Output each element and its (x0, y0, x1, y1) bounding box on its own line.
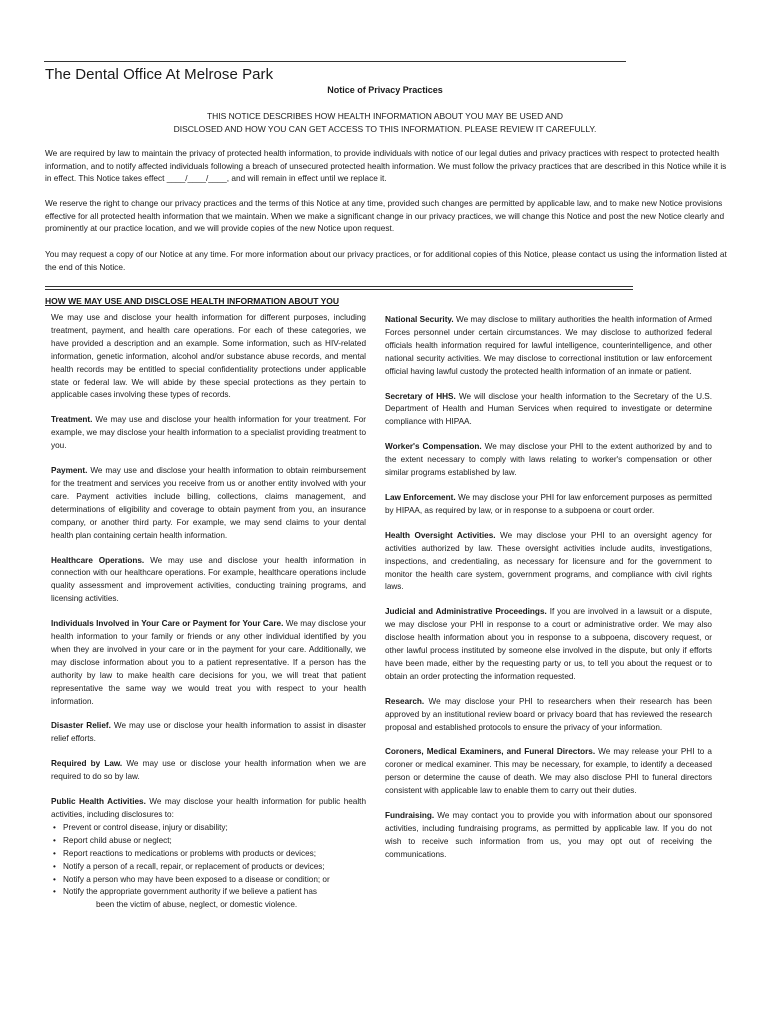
operations-text: We may use and disclose your health information in connection with our healthcare operations. For example, healthcare operations include quality assessment and improvement activities, conducting training programs, and licensing activities. (51, 555, 367, 604)
individuals-heading: Individuals Involved in Your Care or Payment for Your Care. (51, 619, 284, 629)
fundraising-text: We may contact you to provide you with information about our sponsored activities, including fundraising programs, as permitted by applicable law. If you do not wish to receive such information from us, you may opt out of receiving the communications. (385, 811, 712, 859)
hhs-text: We will disclose your health information to the Secretary of the U.S. Department of Health and Human Services when required to investigate or determine compliance with HIPAA. (385, 391, 713, 427)
oversight-heading: Health Oversight Activities. (385, 530, 496, 540)
disaster-paragraph (51, 720, 366, 746)
disaster-text: We may use or disclose your health information to assist in disaster relief efforts. (51, 721, 366, 744)
required-heading: Required by Law. (51, 759, 123, 769)
workers-comp-paragraph (385, 441, 712, 480)
research-heading: Research. (385, 696, 425, 706)
judicial-paragraph (385, 606, 712, 683)
list-item-text: Notify the appropriate government authority if we believe a patient has (63, 887, 317, 897)
coroners-paragraph (385, 746, 712, 798)
notice-title: Notice of Privacy Practices (327, 85, 443, 95)
research-paragraph (385, 696, 712, 735)
intro-paragraph-2: We reserve the right to change our privacy practices and the terms of this Notice at any time, provided such changes are permitted by applicable law, and to make new Notice provisions effective for all protected health information that we maintain. When we make a significant change in our privacy practices, we will change this Notice and post the new Notice clearly and prominently at our practice location, and we will provide copies of the new Notice upon request. (45, 198, 725, 233)
coroners-heading: Coroners, Medical Examiners, and Funeral Directors. (385, 747, 596, 757)
list-item-continuation: been the victim of abuse, neglect, or domestic violence. (96, 900, 298, 910)
banner-line-1: THIS NOTICE DESCRIBES HOW HEALTH INFORMATION ABOUT YOU MAY BE USED AND (206, 111, 564, 121)
payment-text: We may use and disclose your health information to obtain reimbursement for the treatment and services you receive from us or another entity involved with your care. Payment activities include billing, collections, claims management, and determinations of eligibility and coverage to obtain payment from you, an insurance company, or another third party. For example, we may send claims to your dental health plan containing certain health information. (51, 466, 366, 540)
national-security-paragraph (385, 314, 712, 379)
disaster-heading: Disaster Relief. (51, 721, 111, 731)
law-enforcement-paragraph (385, 492, 712, 518)
treatment-text: We may use and disclose your health information for your treatment. For example, we may disclose your health information to a specialist providing treatment to you. (51, 415, 366, 451)
judicial-text: If you are involved in a lawsuit or a dispute, we may disclose your PHI in response to a court or administrative order. We may also disclose health information about you in response to a subpoena, discovery request, or other lawful process instituted by someone else involved in the dispute, but only if efforts have been made, either by the requesting party or us, to tell you about the request or to obtain an order protecting the information requested. (385, 607, 712, 681)
oversight-text: We may disclose your PHI to an oversight agency for activities authorized by law. These oversight activities include audits, investigations, inspections, and credentialing, as necessary for licensure and for the government to monitor the health care system, government programs, and compliance with civil rights laws. (385, 530, 712, 592)
payment-heading: Payment. (51, 466, 88, 476)
required-text: We may use or disclose your health information when we are required to do so by law. (51, 759, 367, 782)
public-health-text: We may disclose your health information for public health activities, including disclosures to: (51, 797, 366, 819)
notice-banner (40, 110, 730, 136)
fundraising-paragraph (385, 810, 712, 862)
list-item: • Notify a person of a recall, repair, or replacement of products or devices; (51, 861, 366, 874)
public-health-heading: Public Health Activities. (51, 797, 146, 807)
workers-comp-text: We may disclose your PHI to the extent authorized by and to the extent necessary to comply with laws relating to worker's compensation or other similar programs established by law. (385, 442, 712, 478)
workers-comp-heading: Worker's Compensation. (385, 442, 482, 452)
coroners-text: We may release your PHI to a coroner or medical examiner. This may be necessary, for example, to identify a deceased person or determine the cause of death. We may also disclose PHI to funeral directors consistent with applicable law to enable them to carry out their duties. (385, 747, 712, 796)
public-health-paragraph (51, 796, 366, 822)
individuals-text: We may disclose your health information to your family or friends or any other individual identified by you when they are involved in your care or in the payment for your care. Additionally, we may disclose information about you to a patient representative. If a person has the authority by law to make health care decisions for you, we will treat that patient representative the same way we would treat you with respect to your health information. (51, 619, 366, 706)
public-health-list (51, 822, 366, 912)
left-column (51, 312, 366, 912)
national-security-heading: National Security. (385, 315, 454, 324)
individuals-paragraph (51, 618, 366, 708)
uses-overview: We may use and disclose your health information for different purposes, including treatment, payment, and health care operations. For each of these categories, we have provided a description and an example. Some information, such as HIV-related information, genetic information, alcohol and/or substance abuse records, and mental health records may be entitled to special confidentiality protections under applicable state or federal law. We will abide by these special protections as they pertain to applicable cases involving these types of records. (51, 313, 366, 400)
operations-heading: Healthcare Operations. (51, 555, 145, 565)
right-column (385, 314, 712, 874)
header-rule (44, 61, 626, 62)
judicial-heading: Judicial and Administrative Proceedings. (385, 607, 547, 617)
section-heading: HOW WE MAY USE AND DISCLOSE HEALTH INFORMATION ABOUT YOU (45, 296, 340, 306)
payment-paragraph (51, 465, 366, 542)
hhs-heading: Secretary of HHS. (385, 391, 456, 401)
required-paragraph (51, 758, 366, 784)
fundraising-heading: Fundraising. (385, 811, 435, 821)
hhs-paragraph (385, 391, 712, 430)
banner-line-2: DISCLOSED AND HOW YOU CAN GET ACCESS TO THIS INFORMATION. PLEASE REVIEW IT CAREFULLY. (173, 124, 597, 134)
law-enforcement-text: We may disclose your PHI for law enforcement purposes as permitted by HIPAA, as required by law, or in response to a subpoena or court order. (385, 492, 712, 515)
law-enforcement-heading: Law Enforcement. (385, 492, 456, 502)
intro-paragraph-1: We are required by law to maintain the privacy of protected health information, to provide individuals with notice of our legal duties and privacy practices with respect to protected health information, and to notify affected individuals following a breach of unsecured protected health information. We must follow the privacy practices that are described in this Notice while it is in effect. This Notice takes effect ____/____/____, and will remain in effect until we replace it. (45, 148, 727, 183)
list-item: • Report child abuse or neglect; (51, 835, 366, 848)
list-item (51, 886, 366, 912)
list-item: • Report reactions to medications or problems with products or devices; (51, 848, 366, 861)
operations-paragraph (51, 555, 366, 607)
treatment-heading: Treatment. (51, 415, 93, 425)
national-security-text: We may disclose to military authorities the health information of Armed Forces personnel under certain circumstances. We may disclose to authorized federal officials health information required for lawful intelligence, counterintelligence, and other national security activities. We may disclose to correctional institution or law enforcement official having lawful custody the protected health information of an inmate or patient. (385, 315, 712, 376)
office-name: The Dental Office At Melrose Park (45, 66, 274, 83)
list-item: • Prevent or control disease, injury or disability; (51, 822, 366, 835)
section-divider (45, 286, 633, 290)
treatment-paragraph (51, 414, 366, 453)
oversight-paragraph (385, 530, 712, 595)
list-item: • Notify a person who may have been exposed to a disease or condition; or (51, 874, 366, 887)
research-text: We may disclose your PHI to researchers when their research has been approved by an institutional review board or privacy board that has reviewed the research proposal and established protocols to ensure the privacy of your information. (385, 696, 712, 732)
intro-paragraph-3: You may request a copy of our Notice at any time. For more information about our privacy practices, or for additional copies of this Notice, please contact us using the information listed at the end of this Notice. (45, 249, 727, 272)
